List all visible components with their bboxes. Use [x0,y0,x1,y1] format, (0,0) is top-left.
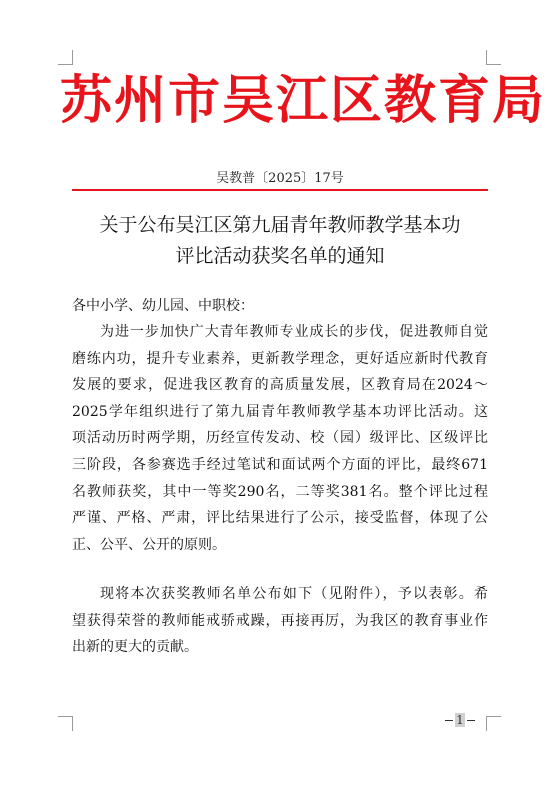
paragraph-2 [72,581,488,661]
paragraph-line: 磨练内功，提升专业素养，更新教学理念，更好适应新时代教育 [72,350,488,367]
paragraph-line: 项活动历时两学期，历经宣传发动、校（园）级评比、区级评比 [72,430,488,447]
document-number: 吴教普〔2025〕17号 [216,171,344,186]
header-red-rule [72,189,488,191]
crop-mark-bottom-left [58,716,73,731]
title-line-1: 关于公布吴江区第九届青年教师教学基本功 [99,214,461,236]
paragraph-line: 出新的更大的贡献。 [72,639,198,656]
paragraph-line: 望获得荣誉的教师能戒骄戒躁，再接再厉，为我区的教育事业作 [72,612,488,629]
crop-mark-top-right [486,50,501,65]
page-number-value[interactable]: 1 [456,713,464,727]
paragraph-line: 为进一步加快广大青年教师专业成长的步伐，促进教师自觉 [100,324,488,340]
paragraph-line: 2025学年组织进行了第九届青年教师教学基本功评比活动。这 [72,403,488,420]
paragraph-line: 现将本次获奖教师名单公布如下（见附件），予以表彰。希 [100,586,488,602]
page-number-dash-right [467,720,475,721]
crop-mark-bottom-right [486,716,501,731]
paragraph-line: 严谨、严格、严肃，评比结果进行了公示，接受监督，体现了公 [72,510,488,527]
paragraph-line: 三阶段，各参赛选手经过笔试和面试两个方面的评比，最终671 [72,456,488,473]
page-number [440,711,480,729]
paragraph-line: 名教师获奖，其中一等奖290名，二等奖381名。整个评比过程 [72,483,488,500]
paragraph-1 [72,319,488,558]
bureau-name: 苏州市吴江区教育局 [60,70,547,131]
salutation: 各中小学、幼儿园、中职校： [72,298,254,314]
paragraph-line: 正、公平、公开的原则。 [72,536,226,553]
document-title [70,210,490,272]
title-line-2: 评比活动获奖名单的通知 [175,245,385,267]
paragraph-line: 发展的要求，促进我区教育的高质量发展，区教育局在2024～ [72,377,488,394]
crop-mark-top-left [58,50,73,65]
page-number-dash-left [445,720,453,721]
